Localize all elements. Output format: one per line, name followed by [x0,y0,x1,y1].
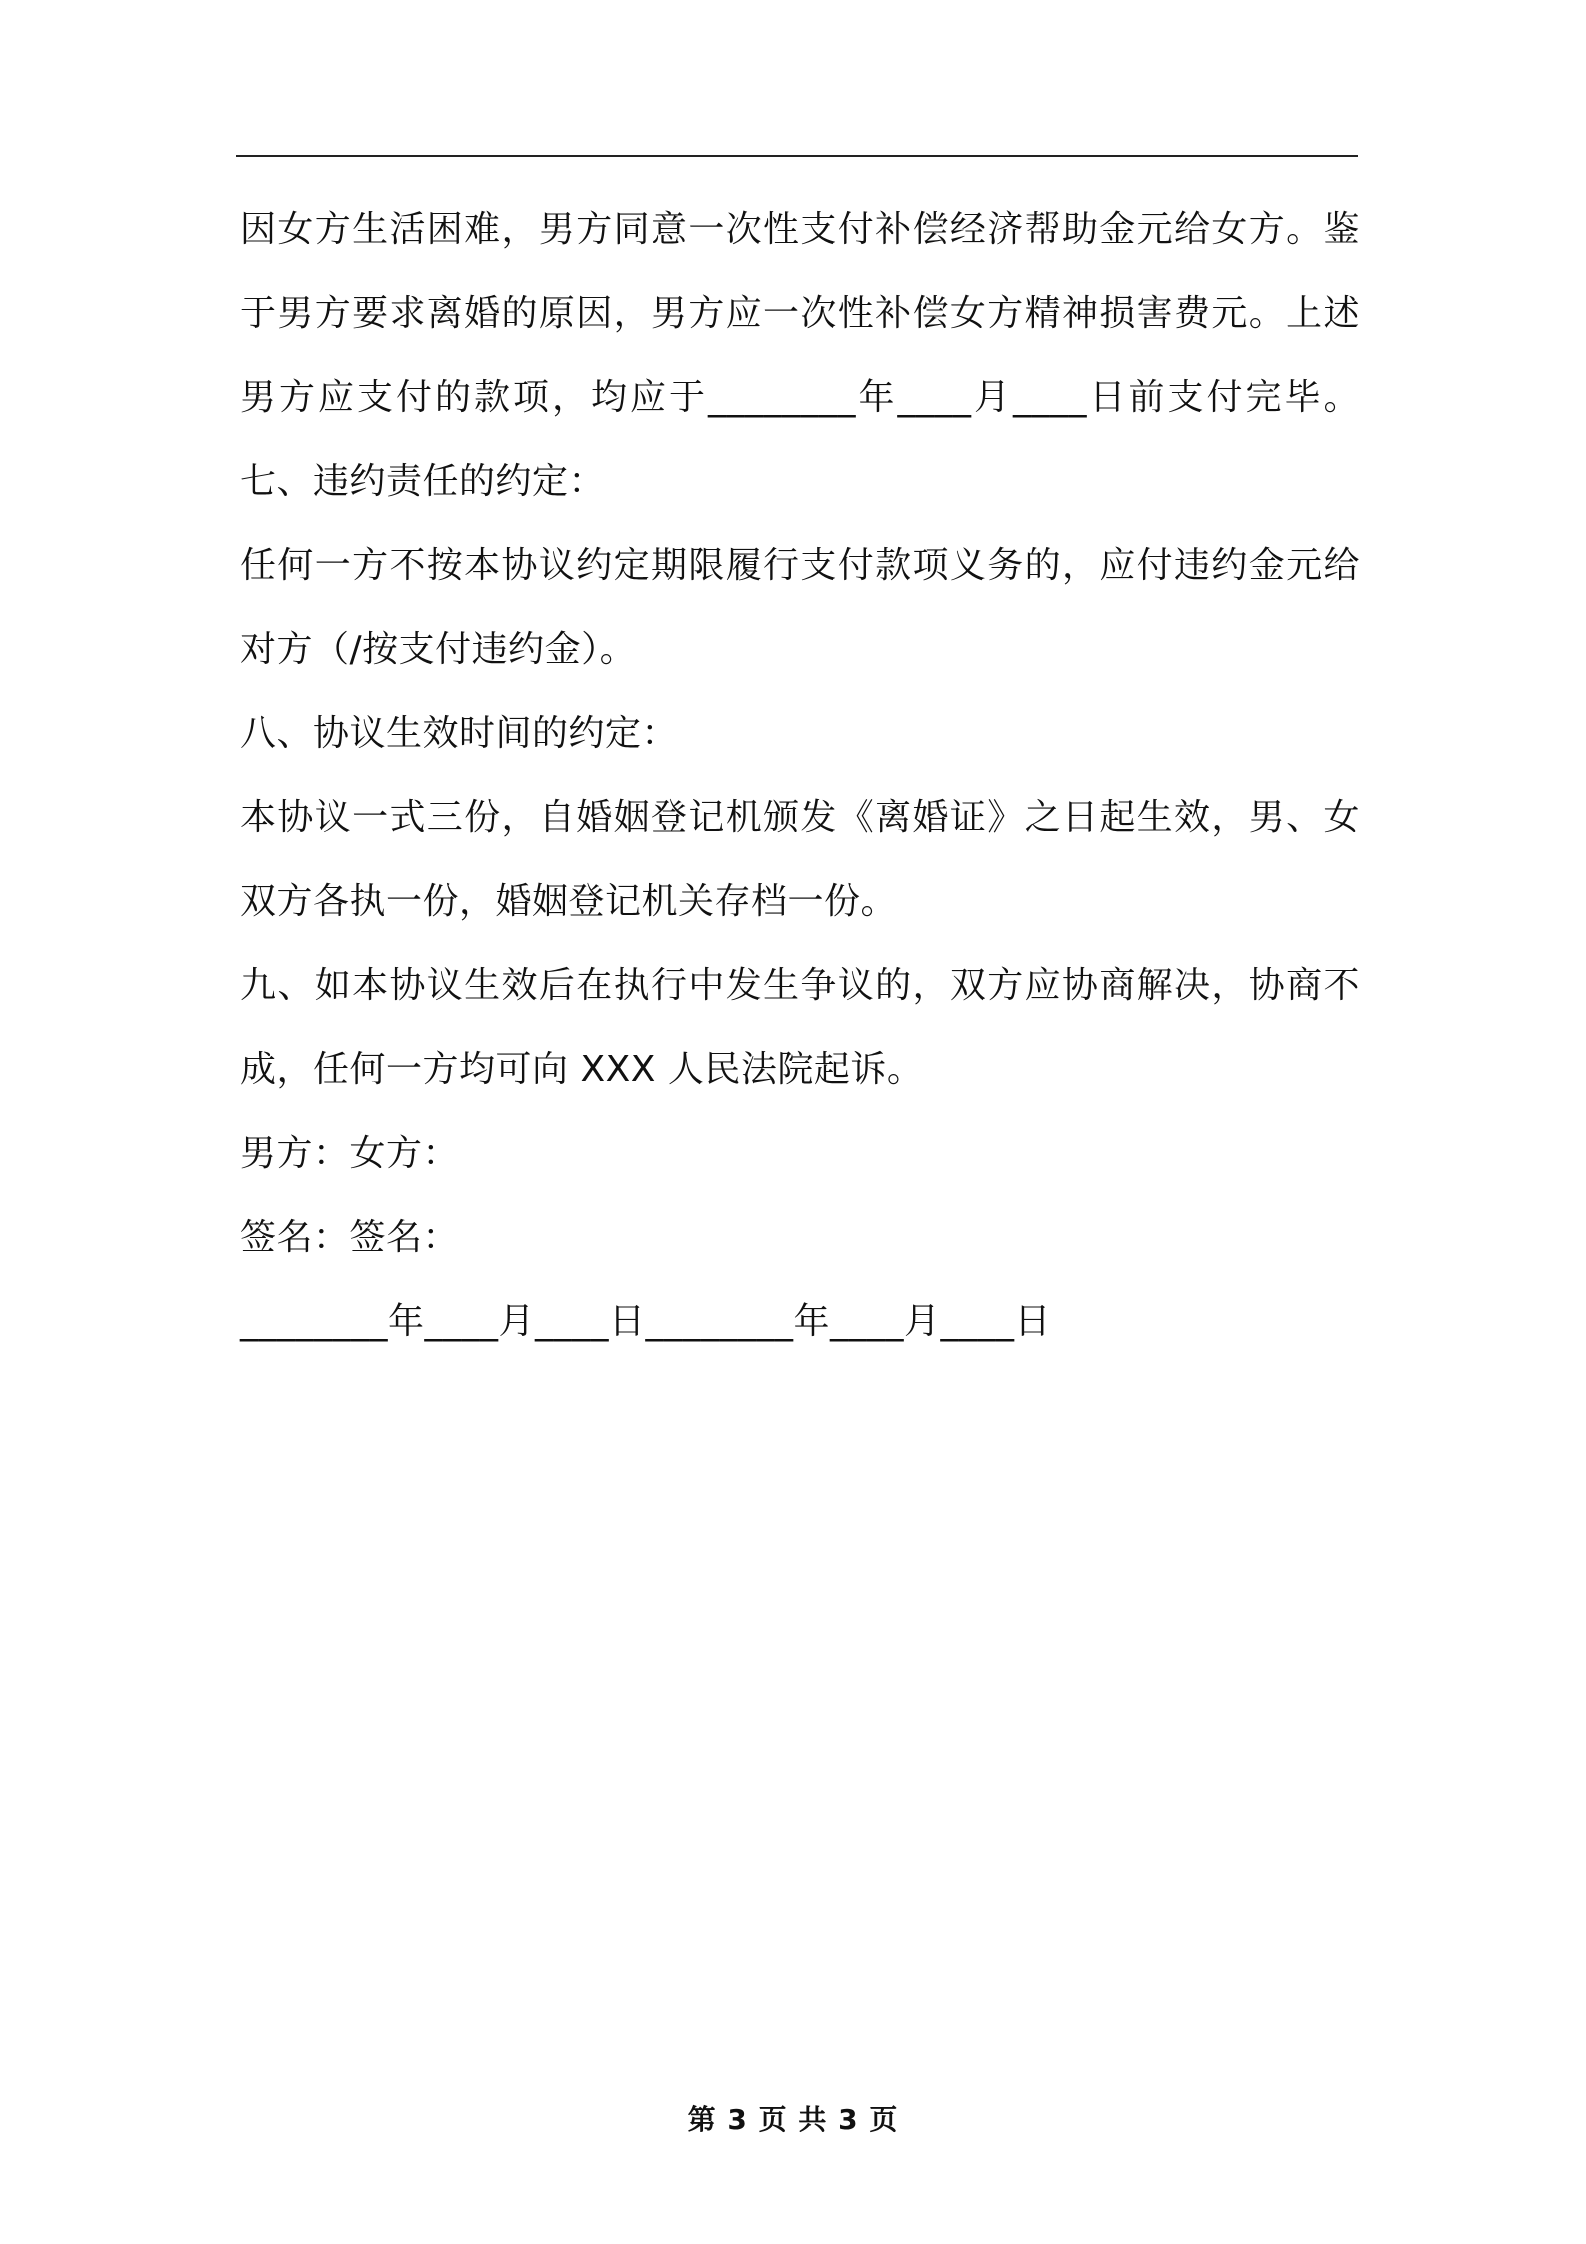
section-heading-7: 七、违约责任的约定： [240,461,606,502]
paragraph-line: 本协议一式三份，自婚姻登记机颁发《离婚证》之日起生效，男、女 [240,797,1360,838]
paragraph-line: 双方各执一份，婚姻登记机关存档一份。 [240,881,898,922]
paragraph-line: 因女方生活困难，男方同意一次性支付补偿经济帮助金元给女方。鉴 [240,209,1360,250]
paragraph-line: 任何一方不按本协议约定期限履行支付款项义务的，应付违约金元给 [240,545,1360,586]
page-number: 第 3 页 共 3 页 [687,2103,899,2136]
section-heading-9: 九、如本协议生效后在执行中发生争议的，双方应协商解决，协商不 [240,965,1360,1006]
date-fields: ________年____月____日________年____月____日 [240,1301,1051,1342]
signature-labels: 签名：签名： [240,1217,460,1258]
section-heading-8: 八、协议生效时间的约定： [240,713,679,754]
paragraph-line: 男方应支付的款项，均应于________年____月____日前支付完毕。 [240,377,1360,418]
paragraph-line: 对方（/按支付违约金）。 [240,629,637,670]
party-labels: 男方：女方： [240,1133,460,1174]
document-body [240,188,1360,1364]
paragraph-line: 于男方要求离婚的原因，男方应一次性补偿女方精神损害费元。上述 [240,293,1360,334]
header-rule [236,155,1358,157]
paragraph-line: 成，任何一方均可向 XXX 人民法院起诉。 [240,1049,924,1090]
